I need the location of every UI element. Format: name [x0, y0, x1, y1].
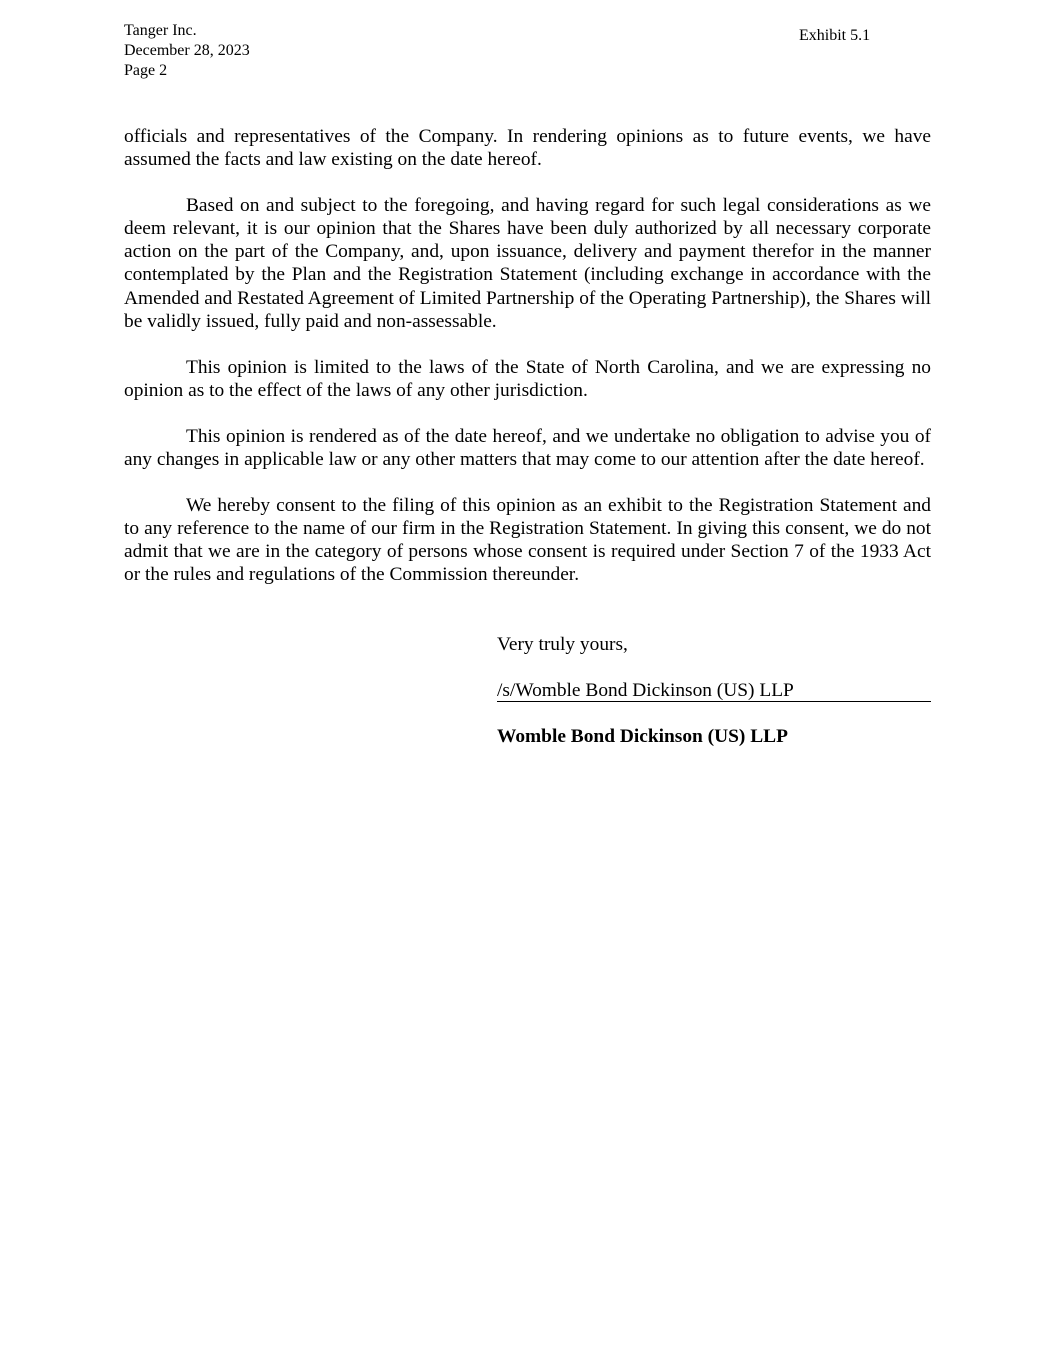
signature-line: [497, 679, 931, 702]
paragraph-3: This opinion is limited to the laws of the State of North Carolina, and we are expressing no opinion as to the effect of the laws of any other jurisdiction.: [124, 356, 931, 401]
firm-name: Womble Bond Dickinson (US) LLP: [497, 726, 788, 748]
exhibit-label: Exhibit 5.1: [799, 27, 871, 44]
paragraph-5: We hereby consent to the filing of this opinion as an exhibit to the Registration Statement and to any reference to the name of our firm in the Registration Statement. In giving this consent, we do not admit that we are in the category of persons whose consent is required under Section 7 of the 1933 Act or the rules and regulations of the Commission thereunder.: [124, 495, 931, 586]
closing-salutation: Very truly yours,: [497, 634, 628, 655]
header-company: Tanger Inc.: [124, 22, 197, 39]
header-page-number: Page 2: [124, 62, 168, 79]
paragraph-1: officials and representatives of the Company. In rendering opinions as to future events, we have assumed the facts and law existing on the date hereof.: [124, 126, 931, 171]
page-header: [124, 21, 250, 81]
header-date: December 28, 2023: [124, 42, 250, 59]
paragraph-2: Based on and subject to the foregoing, and having regard for such legal considerations as we deem relevant, it is our opinion that the Shares have been duly authorized by all necessary corporate action on the part of the Company, and, upon issuance, delivery and payment therefor in the manner contemplated by the Plan and the Registration Statement (including exchange in accordance with the Amended and Restated Agreement of Limited Partnership of the Operating Partnership), the Shares will be validly issued, fully paid and non-assessable.: [124, 195, 931, 332]
paragraph-4: This opinion is rendered as of the date hereof, and we undertake no obligation to advise you of any changes in applicable law or any other matters that may come to our attention after the date hereof.: [124, 425, 931, 471]
letter-closing: [497, 633, 931, 771]
signature-text: /s/Womble Bond Dickinson (US) LLP: [497, 680, 794, 702]
letter-body: [124, 125, 931, 610]
